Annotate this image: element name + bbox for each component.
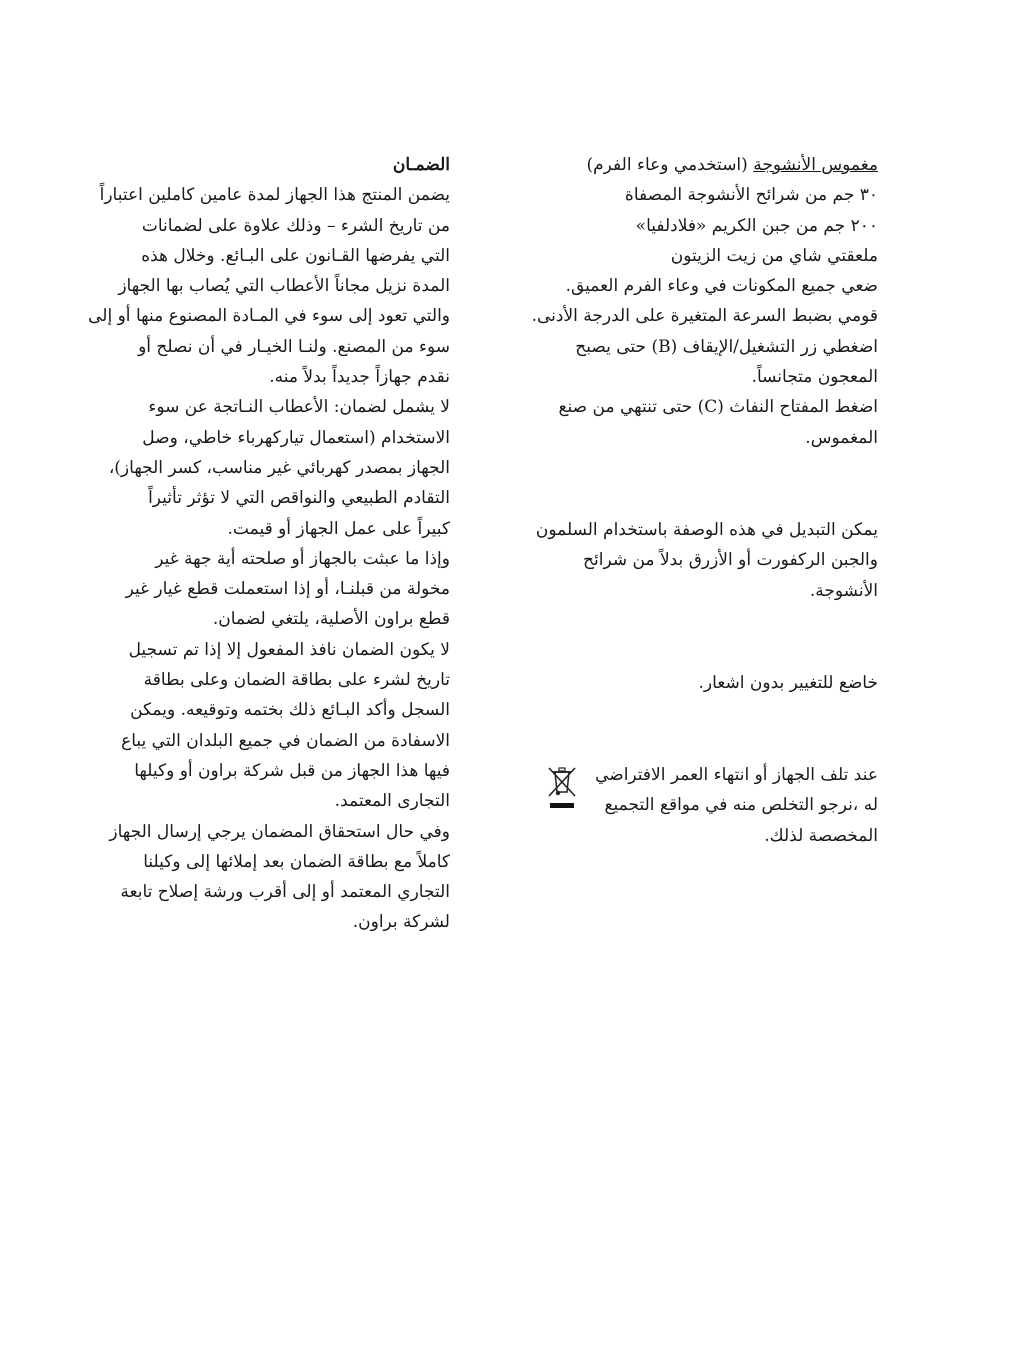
spacer (562, 606, 878, 636)
warranty-line: فيها هذا الجهاز من قبل شركة براون أو وكيلها (134, 760, 450, 781)
warranty-line: وإذا ما عبثت بالجهاز أو صلحته أية جهة غير (155, 548, 450, 569)
disposal-line: له ،نرجو التخلص منه في مواقع التجميع (604, 795, 878, 816)
warranty-line: التجاري المعتمد أو إلى أقرب ورشة إصلاح تابعة (120, 882, 450, 903)
recipe-title-name: مغموس الأنشوجة (753, 155, 878, 175)
warranty-column (88, 150, 450, 938)
ingredient-line: ٣٠ جم من شرائح الأنشوجة المصفاة (624, 185, 878, 206)
warranty-line: نقدم جهازاً جديداً بدلاً منه. (269, 367, 450, 388)
warranty-line: كاملاً مع بطاقة الضمان بعد إملائها إلى وكيلنا (143, 851, 450, 872)
warranty-line: لا يكون الضمان نافذ المفعول إلا إذا تم تسجيل (128, 639, 450, 660)
warranty-line: والتي تعود إلى سوء في المـادة المصنوع منها أو إلى (88, 306, 450, 327)
warranty-line: يضمن المنتج هذا الجهاز لمدة عامين كاملين اعتباراً (99, 185, 450, 206)
warranty-line: الاسفادة من الضمان في جميع البلدان التي يباع (121, 730, 450, 751)
warranty-line: من تاريخ الشرء – وذلك علاوة على لضمانات (141, 215, 450, 236)
warranty-line: الجهاز بمصدر كهربائي غير مناسب، كسر الجهاز)، (108, 457, 450, 478)
crossed-out-wheelie-bin-icon (547, 766, 577, 812)
warranty-line: كبيراً على عمل الجهاز أو قيمت. (227, 518, 450, 539)
step-line: اضغطي زر التشغيل/الإيقاف (B) حتى يصبح (575, 336, 878, 357)
warranty-line: التقادم الطبيعي والنواقص التي لا تؤثر تأثيراً (148, 488, 450, 509)
warranty-line: قطع براون الأصلية، يلتغي لضمان. (212, 609, 450, 630)
recipe-title (562, 150, 878, 180)
warranty-line: وفي حال استحقاق المضمان يرجي إرسال الجهاز (109, 821, 450, 842)
warranty-line: سوء من المصنع. ولنـا الخيـار في أن نصلح أو (138, 336, 450, 357)
recipe-title-note: (استخدمي وعاء الفرم) (586, 155, 754, 175)
warranty-line: لشركة براون. (352, 912, 450, 933)
warranty-line: الاستخدام (استعمال تياركهرباء خاطي، وصل (142, 427, 450, 448)
step-line: اضغط المفتاح النفاث (C) حتى تنتهي من صنع (558, 397, 878, 418)
warranty-line: التجارى المعتمد. (334, 791, 450, 812)
variation-line: يمكن التبديل في هذه الوصفة باستخدام السلمون (535, 519, 878, 540)
notice-text: خاضع للتغيير بدون اشعار. (698, 672, 878, 693)
disposal-line: عند تلف الجهاز أو انتهاء العمر الافتراضي (595, 765, 878, 786)
warranty-line: تاريخ لشرء على بطاقة الضمان وعلى بطاقة (143, 670, 450, 691)
step-line: المعجون متجانساً. (751, 367, 878, 388)
variation-line: والجبن الركفورت أو الأزرق بدلاً من شرائح (583, 550, 878, 571)
ingredient-line: ٢٠٠ جم من جبن الكريم «فلادلفيا» (635, 215, 878, 236)
step-line: قومي بضبط السرعة المتغيرة على الدرجة الأدنى. (531, 306, 878, 327)
step-line: ضعي جميع المكونات في وعاء الفرم العميق. (565, 276, 878, 297)
disposal-notice (562, 760, 878, 851)
warranty-line: لا يشمل لضمان: الأعطاب النـاتجة عن سوء (148, 397, 450, 418)
warranty-line: مخولة من قبلنـا، أو إذا استعملت قطع غيار غير (125, 579, 450, 600)
variation-line: الأنشوجة. (809, 580, 878, 601)
step-line: المغموس. (805, 427, 878, 448)
spacer (562, 728, 878, 760)
warranty-line: المدة نزيل مجاناً الأعطاب التي يُصاب بها الجهاز (118, 276, 450, 297)
ingredient-line: ملعقتي شاي من زيت الزيتون (670, 245, 878, 266)
warranty-heading: الضمـان (392, 155, 450, 175)
spacer (562, 698, 878, 728)
warranty-line: التي يفرضها القـانون على البـائع. وخلال هذه (141, 245, 450, 266)
spacer (562, 453, 878, 483)
spacer (562, 636, 878, 668)
warranty-line: السجل وأكد البـائع ذلك بختمه وتوقيعه. ويمكن (130, 700, 450, 721)
disposal-line: المخصصة لذلك. (764, 825, 878, 846)
recipe-column (531, 150, 878, 851)
spacer (562, 483, 878, 515)
